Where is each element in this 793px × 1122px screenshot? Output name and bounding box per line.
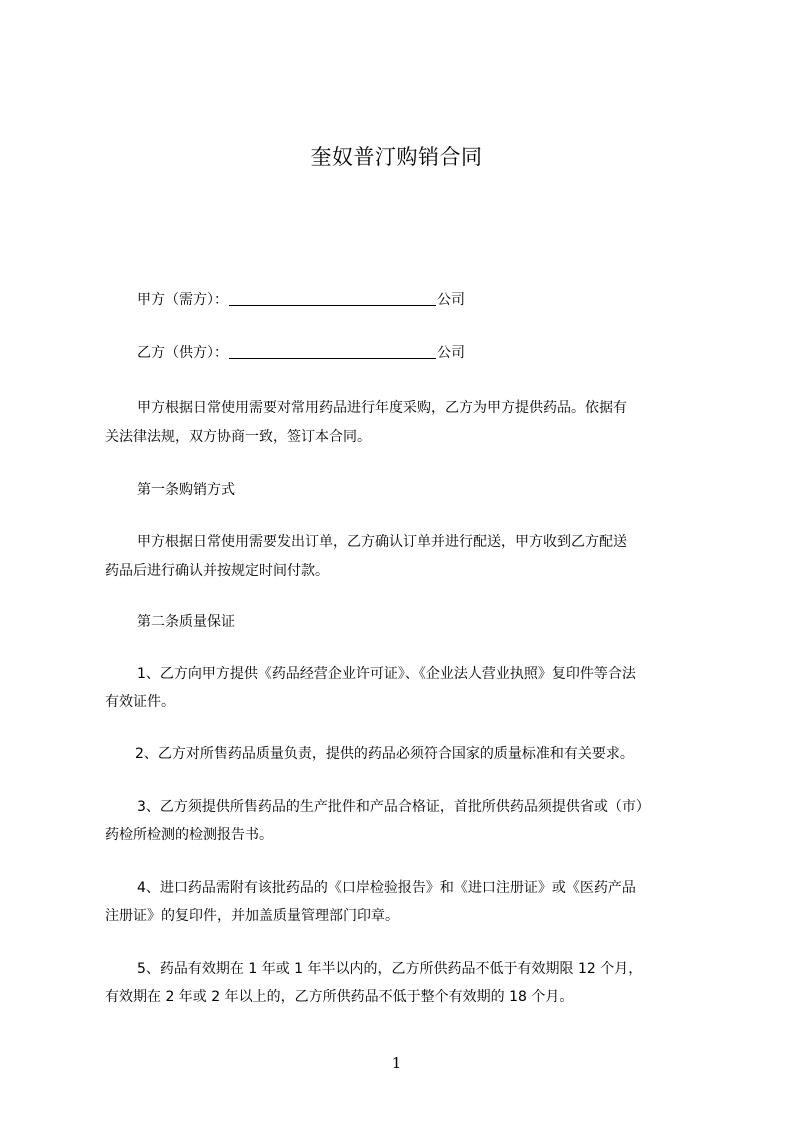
item2-line-1: 2、乙方对所售药品质量负责，提供的药品必须符合国家的质量标准和有关要求。 [135,746,634,762]
party-b-blank [229,344,436,359]
item5-line-1: 5、药品有效期在 1 年或 1 年半以内的，乙方所供药品不低于有效期限 12 个月， [137,961,643,977]
party-a-line [105,290,737,310]
contract-title: 奎奴普汀购销合同 [310,145,483,169]
party-a-suffix: 公司 [437,292,465,308]
article1-line-2: 药品后进行确认并按规定时间付款。 [105,563,329,579]
party-b-line [105,343,737,363]
intro-line-1: 甲方根据日常使用需要对常用药品进行年度采购，乙方为甲方提供药品。依据有 [137,400,627,416]
intro-line-2: 关法律法规，双方协商一致，签订本合同。 [105,429,371,445]
item3-line-2: 药检所检测的检测报告书。 [105,827,273,843]
party-a-blank [229,291,436,306]
item4-line-2: 注册证》的复印件，并加盖质量管理部门印章。 [105,908,399,924]
party-b-label: 乙方（供方）： [137,345,228,361]
item4-line-1: 4、进口药品需附有该批药品的《口岸检验报告》和《进口注册证》或《医药产品 [137,880,636,896]
item5-line-2: 有效期在 2 年或 2 年以上的，乙方所供药品不低于整个有效期的 18 个月。 [105,989,574,1005]
item1-line-1: 1、乙方向甲方提供《药品经营企业许可证》、《企业法人营业执照》复印件等合法 [137,666,636,682]
item3-line-1: 3、乙方须提供所售药品的生产批件和产品合格证，首批所供药品须提供省或（市） [137,799,650,815]
article2-heading: 第二条质量保证 [137,614,235,630]
party-a-label: 甲方（需方）： [137,292,228,308]
party-b-suffix: 公司 [437,345,465,361]
item1-line-2: 有效证件。 [105,694,175,710]
article1-line-1: 甲方根据日常使用需要发出订单，乙方确认订单并进行配送，甲方收到乙方配送 [137,534,627,550]
article1-heading: 第一条购销方式 [137,482,235,498]
page-number: 1 [391,1054,402,1072]
